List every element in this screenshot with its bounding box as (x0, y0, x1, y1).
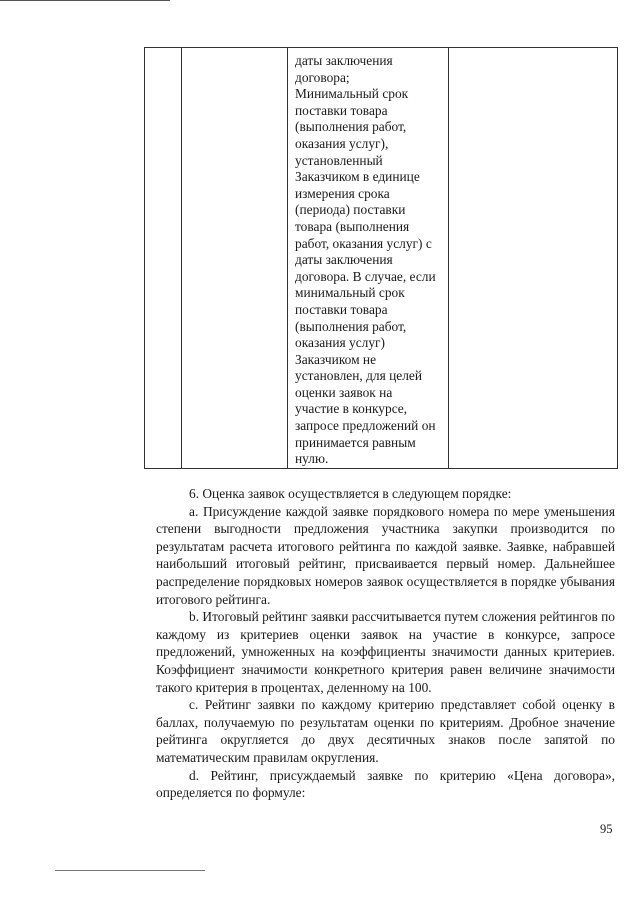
table-cell-line: оценки заявок на (295, 384, 393, 400)
table-cell-line: (периода) поставки (295, 202, 406, 218)
paragraph-c: c. Рейтинг заявки по каждому критерию представляет собой оценку в баллах, получаемую по результатам оценки по критериям. Дробное значение рейтинга округляется до двух десятичных знаков после запятой по математическим правилам округления. (156, 697, 615, 765)
paragraph-b: b. Итоговый рейтинг заявки рассчитывается путем сложения рейтингов по каждому из критериев оценки заявок на участие в конкурсе, запросе предложений, умноженных на коэффициенты значимости данных критериев. Коэффициент значимости конкретного критерия равен величине значимости такого критерия в процентах, деленному на 100. (156, 609, 615, 695)
table-cell-line: установленный (295, 152, 383, 168)
table-cell-line: принимается равным (295, 434, 416, 450)
table-cell-line: минимальный срок (295, 285, 405, 301)
table-cell-line: поставки товара (295, 301, 388, 317)
table-cell-line: даты заключения (295, 252, 393, 268)
paragraph-6-heading: 6. Оценка заявок осуществляется в следующем порядке: (189, 486, 512, 501)
page-number: 95 (600, 822, 613, 836)
table-cell-line: участие в конкурсе, (295, 401, 408, 417)
table-cell-criterion-description (295, 53, 445, 468)
table-cell-line: (выполнения работ, (295, 318, 407, 334)
scan-artifact-top (0, 0, 170, 1)
table-cell-line: Минимальный срок (295, 86, 409, 102)
table-cell-line: Заказчиком не (295, 351, 377, 367)
table-cell-line: работ, оказания услуг) с (295, 235, 432, 251)
table-cell-line: даты заключения (295, 53, 393, 68)
table-cell-line: поставки товара (295, 102, 388, 118)
table-column-divider (448, 48, 449, 468)
evaluation-procedure-text (156, 485, 615, 802)
table-cell-line: оказания услуг), (295, 135, 389, 151)
scan-artifact-bottom (55, 870, 205, 871)
table-cell-line: измерения срока (295, 185, 390, 201)
table-cell-line: товара (выполнения (295, 218, 410, 234)
table-cell-line: договора; (295, 69, 350, 85)
table-cell-line: запросе предложений он (295, 418, 436, 434)
table-column-divider (287, 48, 288, 468)
table-cell-line: нулю. (295, 451, 329, 467)
table-cell-line: договора. В случае, если (295, 268, 436, 284)
table-cell-line: установлен, для целей (295, 368, 422, 384)
table-cell-line: Заказчиком в единице (295, 169, 420, 185)
table-cell-line: оказания услуг) (295, 335, 385, 351)
paragraph-d: d. Рейтинг, присуждаемый заявке по критерию «Цена договора», определяется по формуле: (156, 767, 615, 801)
table-cell-line: (выполнения работ, (295, 119, 407, 135)
table-column-divider (181, 48, 182, 468)
paragraph-a: a. Присуждение каждой заявке порядкового номера по мере уменьшения степени выгодности предложения участника закупки производится по результатам расчета итогового рейтинга по каждой заявке. Заявке, набравшей наибольший итоговый рейтинг, присваивается первый номер. Дальнейшее распределение порядковых номеров заявок осуществляется в порядке убывания итогового рейтинга. (156, 503, 615, 607)
criteria-table-fragment (144, 47, 618, 469)
